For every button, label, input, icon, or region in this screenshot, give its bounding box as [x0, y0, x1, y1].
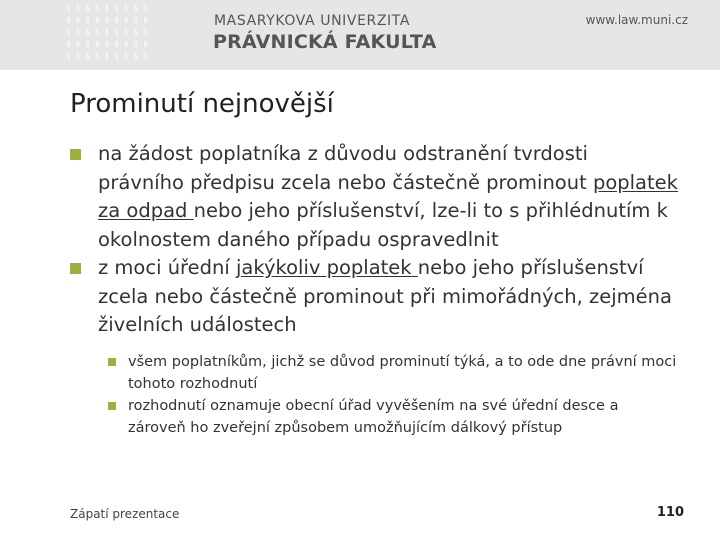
slide-header	[0, 0, 720, 70]
sub-bullet-list	[108, 351, 680, 439]
svg-text:§ § § § § § § § §: § § § § § § § § §	[66, 16, 148, 25]
sub-bullet-square-icon	[108, 358, 116, 366]
university-name: MASARYKOVA UNIVERZITA	[214, 13, 411, 29]
sub-bullet-item-1	[108, 351, 680, 395]
bullet-text: nebo jeho příslušenství, lze-li to s přihlédnutím k okolnostem daného případu ospravedlnit	[98, 199, 668, 251]
bullet-square-icon	[70, 149, 81, 160]
faculty-name: PRÁVNICKÁ FAKULTA	[213, 31, 437, 53]
underlined-term: poplatek za odpad	[98, 170, 678, 222]
svg-text:§ § § § § § § § §: § § § § § § § § §	[66, 52, 148, 61]
bullet-text: na žádost poplatníka z důvodu odstranění tvrdosti právního předpisu zcela nebo částečně prominout	[98, 142, 593, 194]
sub-bullet-text: všem poplatníkům, jichž se důvod prominutí týká, a to ode dne právní moci tohoto rozhodnutí	[128, 353, 677, 392]
sub-bullet-item-2	[108, 395, 680, 439]
footer-text: Zápatí prezentace	[70, 507, 180, 521]
bullet-item-1	[70, 140, 680, 254]
svg-text:§ § § § § § § § §: § § § § § § § § §	[66, 40, 148, 49]
page-number: 110	[656, 505, 684, 520]
slide-title: Prominutí nejnovější	[70, 89, 334, 119]
svg-text:§ § § § § § § § §: § § § § § § § § §	[66, 4, 148, 13]
sub-bullet-text: rozhodnutí oznamuje obecní úřad vyvěšením na své úřední desce a zároveň ho zveřejní způsobem umožňujícím dálkový přístup	[128, 397, 619, 436]
bullet-list	[70, 140, 680, 439]
bullet-text: nebo jeho příslušenství zcela nebo částečně prominout při mimořádných, zejména živelních událostech	[98, 256, 672, 336]
underlined-term: jakýkoliv poplatek	[236, 256, 418, 279]
muni-law-logo-icon	[66, 2, 181, 66]
bullet-text: z moci úřední	[98, 256, 236, 279]
sub-bullet-square-icon	[108, 402, 116, 410]
svg-text:§ § § § § § § § §: § § § § § § § § §	[66, 28, 148, 37]
website-url: www.law.muni.cz	[585, 13, 688, 27]
bullet-item-2	[70, 254, 680, 340]
bullet-square-icon	[70, 263, 81, 274]
